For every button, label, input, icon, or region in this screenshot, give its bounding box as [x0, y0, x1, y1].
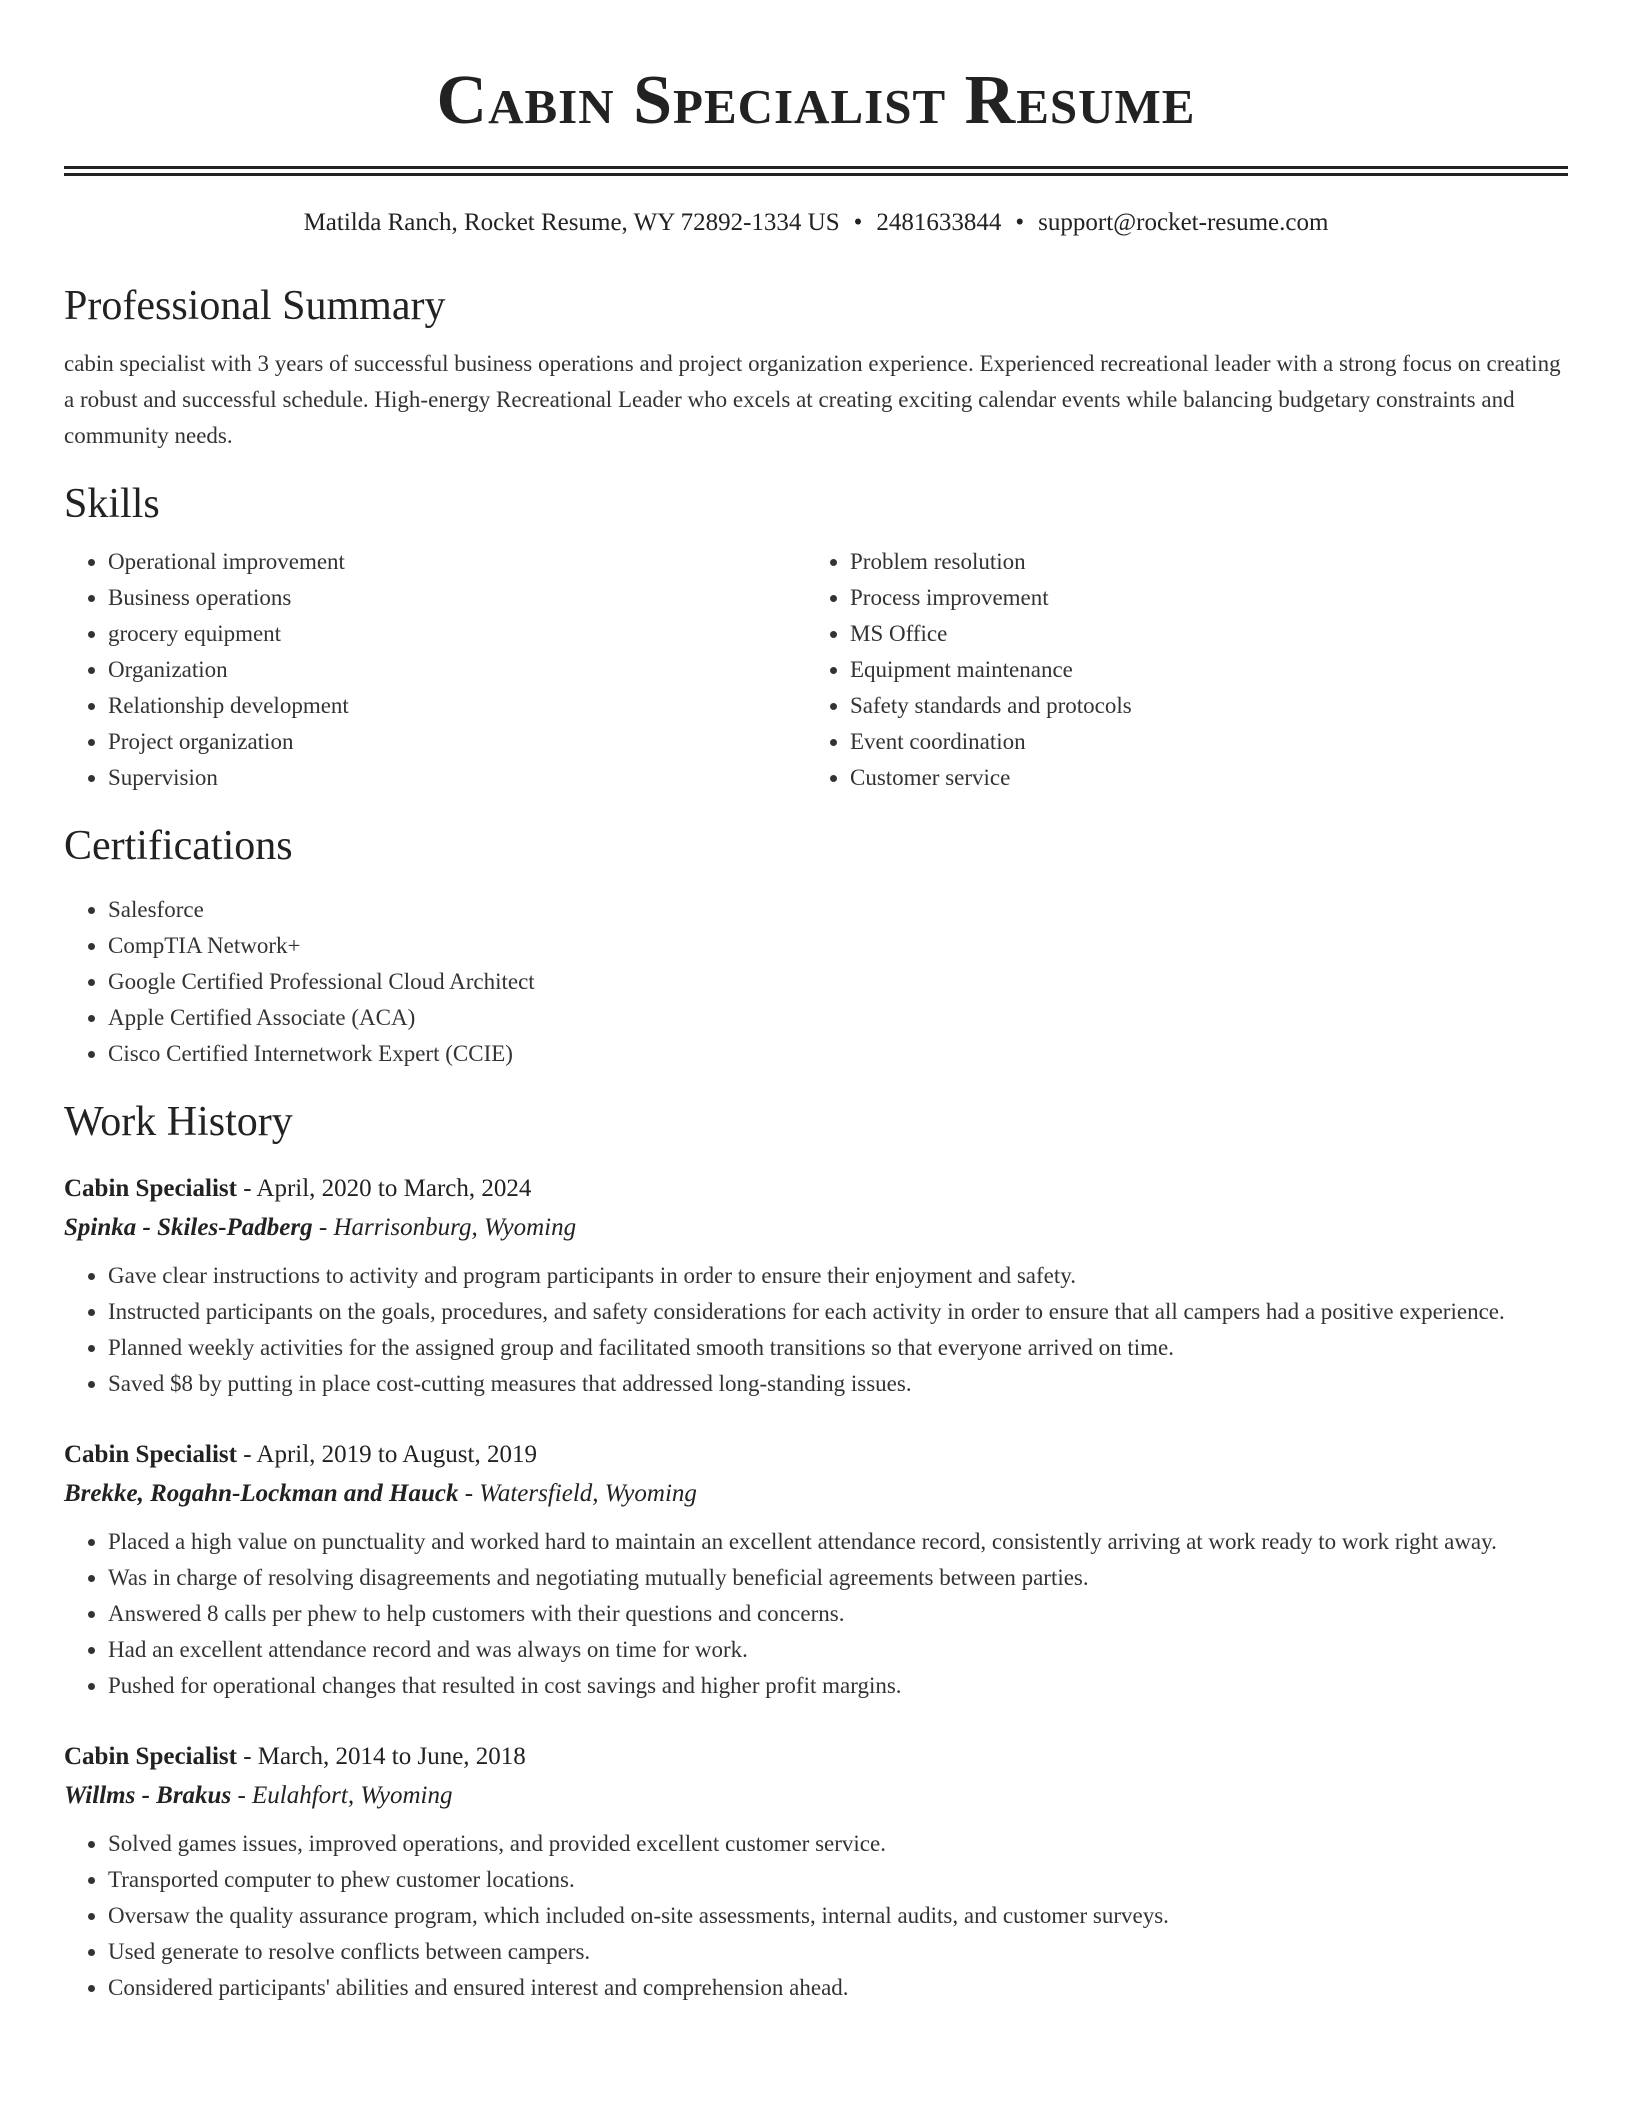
title-divider — [64, 166, 1568, 176]
summary-text: cabin specialist with 3 years of successful business operations and project organization experience. Experienced recreational leader with a strong focus on creating a robust and successful schedule. High-energy Recreational Leader who excels at creating exciting calendar events while balancing budgetary constraints and community needs. — [64, 351, 1561, 448]
job-entry — [64, 1170, 1568, 1402]
contact-phone: 2481633844 — [876, 209, 1002, 236]
summary-heading: Professional Summary — [64, 283, 446, 329]
skills-list-left — [64, 544, 806, 796]
skill-item: • Equipment maintenance — [850, 652, 1548, 688]
job-title: Cabin Specialist — [64, 1175, 237, 1202]
job-entry — [64, 1436, 1568, 1704]
job-bullet: • Instructed participants on the goals, procedures, and safety considerations for each activity in order to ensure that all campers had a positive experience. — [108, 1294, 1568, 1330]
skill-item: • Process improvement — [850, 580, 1548, 616]
job-title: Cabin Specialist — [64, 1441, 237, 1468]
job-location: - Eulahfort, Wyoming — [231, 1782, 453, 1809]
skill-item: • Business operations — [108, 580, 806, 616]
job-location: - Harrisonburg, Wyoming — [312, 1214, 577, 1241]
skills-grid — [64, 544, 1568, 796]
certifications-heading: Certifications — [64, 823, 293, 869]
job-bullet: • Considered participants' abilities and ensured interest and comprehension ahead. — [108, 1970, 1568, 2006]
job-bullet: • Used generate to resolve conflicts between campers. — [108, 1934, 1568, 1970]
job-header — [64, 1436, 1568, 1474]
skill-item: • MS Office — [850, 616, 1548, 652]
contact-email: support@rocket-resume.com — [1038, 209, 1329, 236]
skill-item: • grocery equipment — [108, 616, 806, 652]
skill-item: • Operational improvement — [108, 544, 806, 580]
certification-item: • CompTIA Network+ — [108, 928, 1568, 964]
job-bullet: • Gave clear instructions to activity and program participants in order to ensure their enjoyment and safety. — [108, 1258, 1568, 1294]
work-history-section — [64, 1096, 1568, 2006]
skills-list-right — [806, 544, 1548, 796]
job-bullet: • Was in charge of resolving disagreements and negotiating mutually beneficial agreements between parties. — [108, 1560, 1568, 1596]
job-bullet: • Transported computer to phew customer locations. — [108, 1862, 1568, 1898]
job-employer — [64, 1474, 1568, 1514]
skill-item: • Relationship development — [108, 688, 806, 724]
resume-page — [64, 0, 1568, 2006]
job-company: Willms - Brakus — [64, 1782, 232, 1809]
skill-item: • Event coordination — [850, 724, 1548, 760]
job-location: - Watersfield, Wyoming — [458, 1480, 697, 1507]
summary-section — [64, 280, 1568, 454]
job-header — [64, 1738, 1568, 1776]
job-bullets — [64, 1258, 1568, 1402]
certifications-list — [64, 892, 1568, 1072]
skills-column-right — [806, 544, 1548, 796]
job-company: Brekke, Rogahn-Lockman and Hauck — [64, 1480, 459, 1507]
skill-item: • Supervision — [108, 760, 806, 796]
job-bullet: • Pushed for operational changes that resulted in cost savings and higher profit margins. — [108, 1668, 1568, 1704]
job-bullet: • Answered 8 calls per phew to help customers with their questions and concerns. — [108, 1596, 1568, 1632]
skill-item: • Problem resolution — [850, 544, 1548, 580]
contact-address: Matilda Ranch, Rocket Resume, WY 72892-1334 US — [303, 209, 840, 236]
job-bullet: • Solved games issues, improved operations, and provided excellent customer service. — [108, 1826, 1568, 1862]
skills-section — [64, 478, 1568, 796]
job-bullets — [64, 1826, 1568, 2006]
certification-item: • Cisco Certified Internetwork Expert (CCIE) — [108, 1036, 1568, 1072]
job-dates: - April, 2020 to March, 2024 — [236, 1175, 532, 1202]
resume-title: Cabin Specialist Resume — [436, 62, 1196, 139]
contact-separator: • — [1015, 209, 1025, 236]
certification-item: • Apple Certified Associate (ACA) — [108, 1000, 1568, 1036]
job-bullet: • Had an excellent attendance record and was always on time for work. — [108, 1632, 1568, 1668]
job-bullets — [64, 1524, 1568, 1704]
skill-item: • Organization — [108, 652, 806, 688]
skill-item: • Project organization — [108, 724, 806, 760]
job-employer — [64, 1776, 1568, 1816]
job-header — [64, 1170, 1568, 1208]
certifications-section — [64, 820, 1568, 1072]
skill-item: • Safety standards and protocols — [850, 688, 1548, 724]
skill-item: • Customer service — [850, 760, 1548, 796]
skills-heading: Skills — [64, 481, 160, 527]
contact-line — [64, 206, 1568, 240]
certification-item: • Google Certified Professional Cloud Architect — [108, 964, 1568, 1000]
work-history-heading: Work History — [64, 1099, 293, 1145]
job-bullet: • Saved $8 by putting in place cost-cutting measures that addressed long-standing issues. — [108, 1366, 1568, 1402]
job-entry — [64, 1738, 1568, 2006]
job-bullet: • Planned weekly activities for the assigned group and facilitated smooth transitions so that everyone arrived on time. — [108, 1330, 1568, 1366]
contact-separator: • — [853, 209, 863, 236]
job-dates: - April, 2019 to August, 2019 — [236, 1441, 537, 1468]
job-company: Spinka - Skiles-Padberg — [64, 1214, 313, 1241]
certification-item: • Salesforce — [108, 892, 1568, 928]
job-dates: - March, 2014 to June, 2018 — [236, 1743, 526, 1770]
job-bullet: • Placed a high value on punctuality and worked hard to maintain an excellent attendance record, consistently arriving at work ready to work right away. — [108, 1524, 1568, 1560]
job-employer — [64, 1208, 1568, 1248]
job-title: Cabin Specialist — [64, 1743, 237, 1770]
job-bullet: • Oversaw the quality assurance program, which included on-site assessments, internal audits, and customer surveys. — [108, 1898, 1568, 1934]
skills-column-left — [64, 544, 806, 796]
